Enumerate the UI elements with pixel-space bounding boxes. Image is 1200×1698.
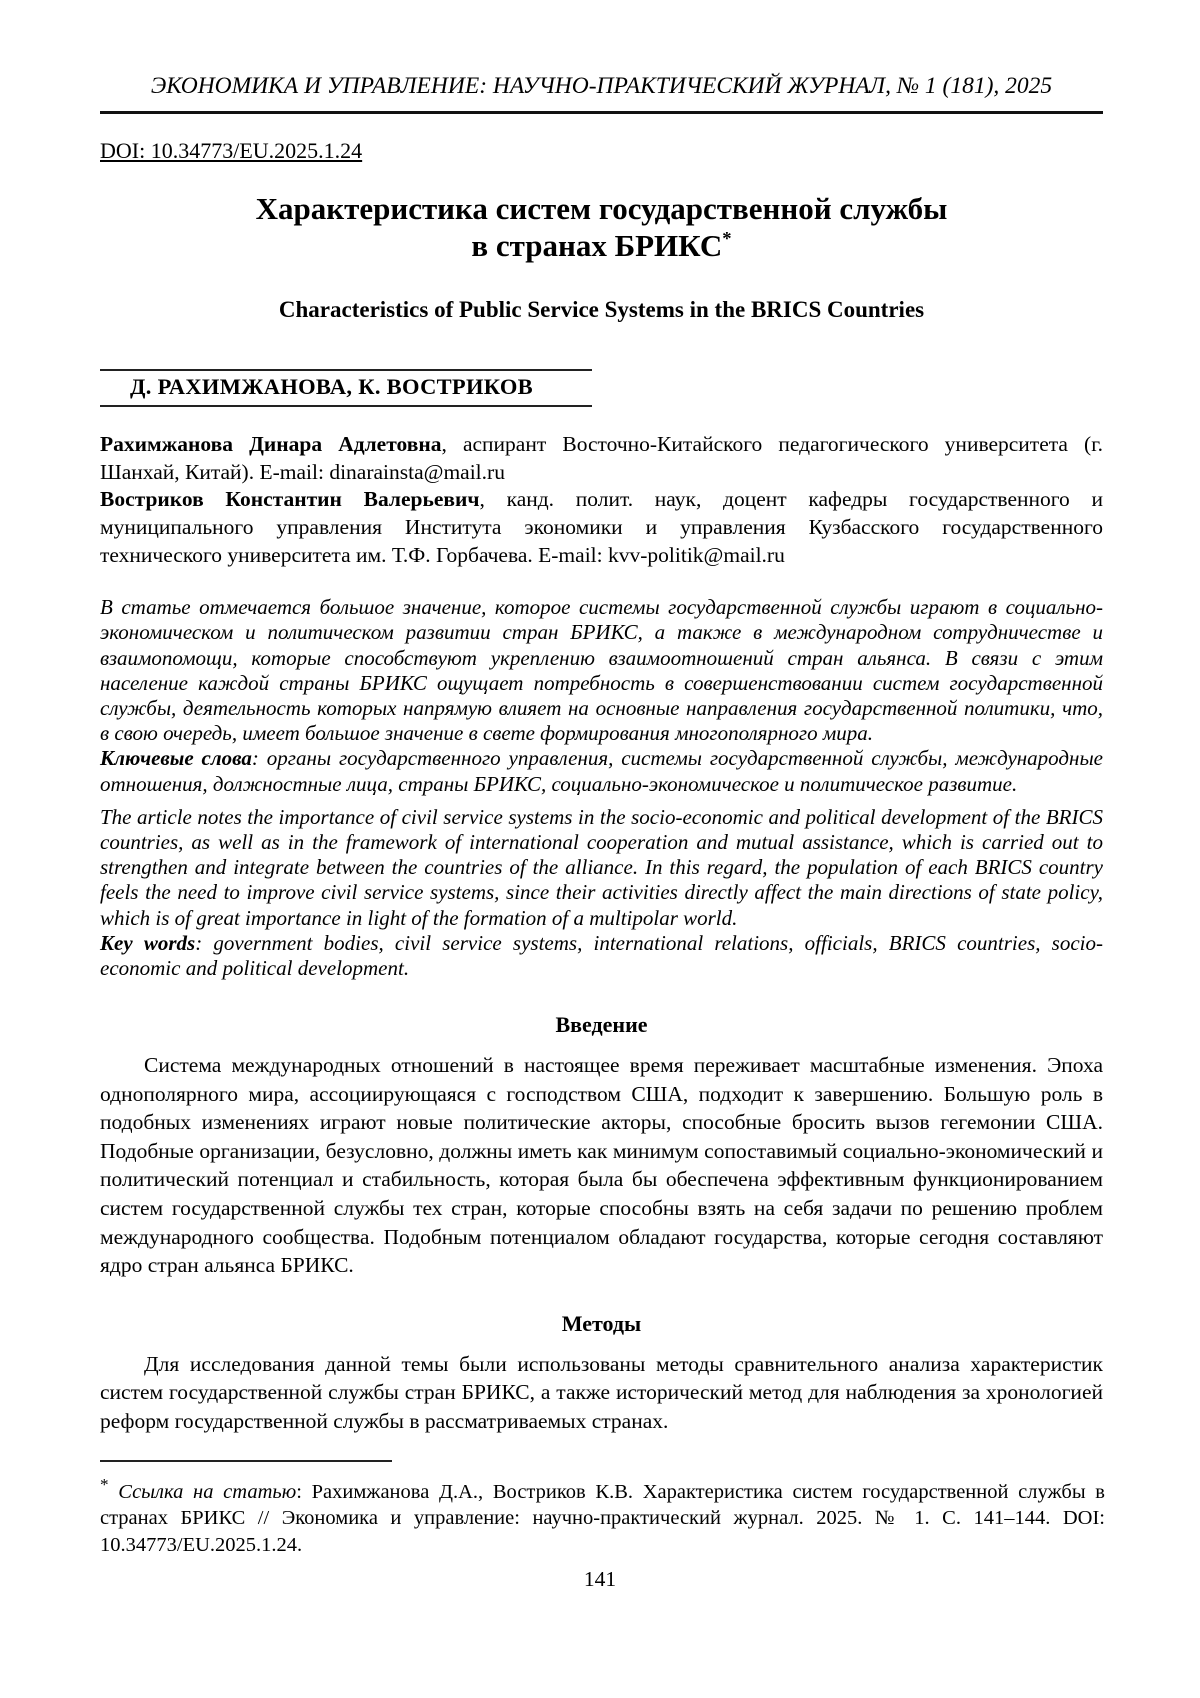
section-heading-methods: Методы [561, 1310, 642, 1336]
abstract-block [100, 595, 1103, 981]
article-title-ru-line2: в странах БРИКС [471, 228, 723, 264]
author-name: Востриков Константин Валерьевич [100, 487, 480, 512]
keywords-en-label: Key words [100, 930, 196, 955]
footnote-text: : Рахимжанова Д.А., Востриков К.В. Характеристика систем государственной службы в странах БРИКС // Экономика и управление: научно-практический журнал. 2025. № 1. С. 141–144. DOI: 10.34773/EU.2025.1.24. [100, 1480, 1105, 1557]
page-number: 141 [583, 1567, 617, 1591]
methods-paragraph: Для исследования данной темы были использованы методы сравнительного анализа характеристик систем государственной службы стран БРИКС, а также исторический метод для наблюдения за хронологией реформ государственной службы в рассматриваемых странах. [100, 1351, 1103, 1433]
author-details: , аспирант Восточно-Китайского педагогического университета (г. Шанхай, Китай). E-mail: dinarainsta@mail.ru [100, 431, 1103, 484]
authors-heading: Д. РАХИМЖАНОВА, К. ВОСТРИКОВ [100, 369, 592, 407]
keywords-ru-text: : органы государственного управления, системы государственной службы, международные отношения, должностные лица, страны БРИКС, социально-экономическое и политическое развитие. [100, 746, 1103, 796]
keywords-ru [100, 746, 1103, 796]
doi-link[interactable]: DOI: 10.34773/EU.2025.1.24 [100, 138, 363, 164]
footnote-divider [100, 1460, 392, 1462]
footnote-area [100, 1460, 1105, 1559]
article-title-ru-line1: Характеристика систем государственной службы [255, 191, 948, 227]
author-details: , канд. полит. наук, доцент кафедры государственного и муниципального управления Института экономики и управления Кузбасского государственного технического университета им. Т.Ф. Горбачева. E-mail: kvv-politik@mail.ru [100, 487, 1103, 568]
author-entry [100, 486, 1103, 570]
footnote-marker: * [100, 1475, 109, 1494]
keywords-en [100, 931, 1103, 981]
abstract-en: The article notes the importance of civil service systems in the socio-economic and political development of the BRICS countries, as well as in the framework of international cooperation and mutual assistance, which is carried out to strengthen and integrate between the countries of the alliance. In this regard, the population of each BRICS country feels the need to improve civil service systems, since their activities directly affect the main directions of state policy, which is of great importance in light of the formation of a multipolar world. [100, 804, 1103, 930]
article-title-en: Characteristics of Public Service Systems in the BRICS Countries [278, 296, 925, 322]
article-title-ru [100, 190, 1103, 264]
abstract-ru: В статье отмечается большое значение, которое системы государственной службы играют в социально-экономическом и политическом развитии стран БРИКС, а также в международном сотрудничестве и взаимопомощи, которые способствуют укреплению взаимоотношений стран альянса. В связи с этим население каждой страны БРИКС ощущает потребность в совершенствовании систем государственной службы, деятельность которых напрямую влияет на основные направления государственной политики, что, в свою очередь, имеет большое значение в свете формирования многополярного мира. [100, 595, 1103, 746]
keywords-en-text: : government bodies, civil service systems, international relations, officials, BRICS countries, socio-economic and political development. [100, 930, 1104, 980]
keywords-ru-label: Ключевые слова [100, 746, 252, 771]
author-entry [100, 431, 1103, 487]
title-footnote-marker: * [722, 229, 732, 251]
introduction-paragraph: Система международных отношений в настоящее время переживает масштабные изменения. Эпоха однополярного мира, ассоциирующаяся с господством США, подходит к завершению. Большую роль в подобных изменениях играют новые политические акторы, способные бросить вызов гегемонии США. Подобные организации, безусловно, должны иметь как минимум сопоставимый социально-экономический и политический потенциал и стабильность, которая была бы обеспечена эффективным функционированием систем государственной службы тех стран, которые способны взять на себя задачи по решению проблем международного сообщества. Подобным потенциалом обладают государства, которые сегодня составляют ядро стран альянса БРИКС. [100, 1053, 1103, 1278]
author-name: Рахимжанова Динара Адлетовна [100, 431, 442, 456]
journal-header: ЭКОНОМИКА И УПРАВЛЕНИЕ: НАУЧНО-ПРАКТИЧЕСКИЙ ЖУРНАЛ, № 1 (181), 2025 [100, 72, 1103, 114]
author-info-block [100, 431, 1103, 571]
doi-row [100, 138, 1103, 164]
footnote [100, 1474, 1105, 1559]
section-heading-introduction: Введение [555, 1012, 648, 1038]
footnote-label: Ссылка на статью [118, 1480, 297, 1503]
